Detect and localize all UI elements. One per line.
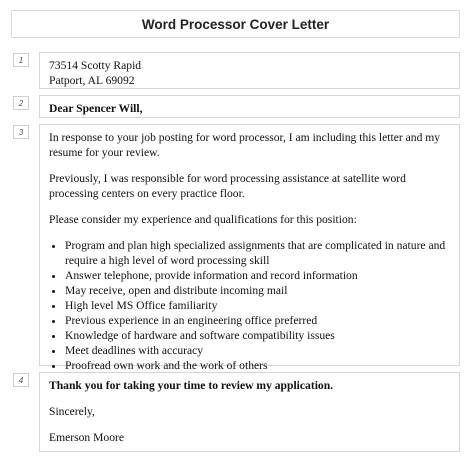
list-item: • Meet deadlines with accuracy — [65, 343, 449, 358]
body-paragraph: Please consider my experience and qualifications for this position: — [49, 213, 357, 226]
page-title: Word Processor Cover Letter — [141, 16, 330, 32]
section-number-badge: 1 — [13, 53, 29, 67]
address-line: Patport, AL 69092 — [49, 74, 135, 87]
section-number-badge: 4 — [13, 373, 29, 387]
signoff: Sincerely, — [49, 405, 95, 418]
closing-section[interactable] — [39, 372, 460, 452]
qualifications-list — [49, 238, 449, 373]
list-item: • High level MS Office familiarity — [65, 298, 449, 313]
closing-line: Thank you for taking your time to review my application. — [49, 379, 334, 392]
signer-name: Emerson Moore — [49, 431, 125, 444]
address-section[interactable] — [39, 52, 460, 89]
list-item: • Proofread own work and the work of others — [65, 358, 449, 373]
list-item: • May receive, open and distribute incoming mail — [65, 283, 449, 298]
title-bar — [11, 10, 460, 38]
body-section[interactable] — [39, 124, 460, 372]
list-item: • Previous experience in an engineering office preferred — [65, 313, 449, 328]
section-number-badge: 2 — [13, 96, 29, 110]
list-item: • Answer telephone, provide information and record information — [65, 268, 449, 283]
address-line: 73514 Scotty Rapid — [49, 59, 142, 72]
list-item: • Knowledge of hardware and software compatibility issues — [65, 328, 449, 343]
body-paragraph: Previously, I was responsible for word processing assistance at satellite word processing centers on every practice floor. — [49, 172, 406, 200]
list-item: • Program and plan high specialized assignments that are complicated in nature and require a high level of word processing skill — [65, 238, 449, 268]
salutation: Dear Spencer Will, — [49, 102, 143, 115]
salutation-section[interactable] — [39, 95, 460, 118]
section-number-badge: 3 — [13, 125, 29, 139]
body-paragraph: In response to your job posting for word processor, I am including this letter and my resume for your review. — [49, 131, 441, 159]
